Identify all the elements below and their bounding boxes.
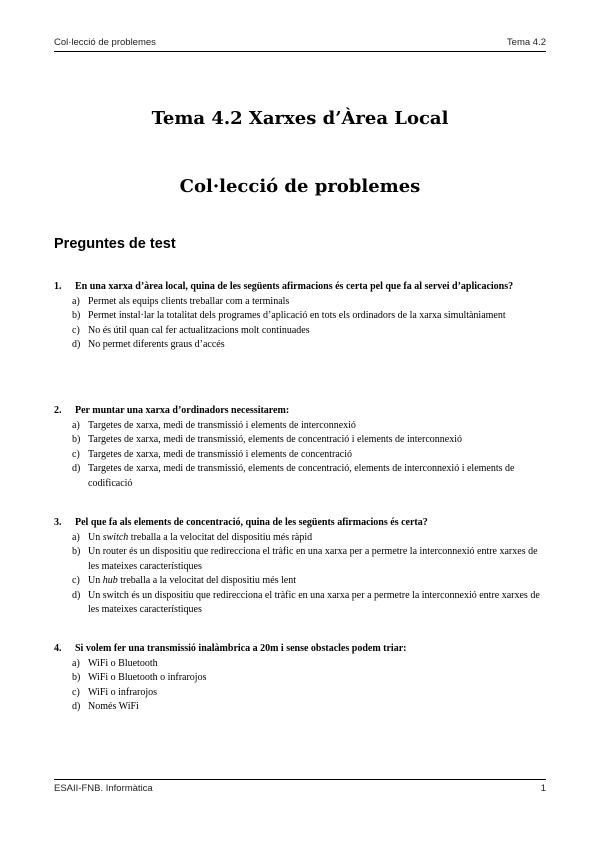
document-title: Tema 4.2 Xarxes d’Àrea Local	[151, 108, 449, 129]
answer-option	[54, 462, 546, 491]
question-stem	[54, 404, 546, 419]
header-right: Tema 4.2	[506, 37, 546, 48]
answer-option	[54, 433, 546, 448]
answer-option	[54, 448, 546, 463]
answer-option	[54, 671, 546, 686]
question-4	[54, 642, 546, 715]
option-label: b)	[72, 310, 81, 321]
answer-option	[54, 545, 546, 574]
question-number: 2.	[54, 405, 62, 416]
question-number: 3.	[54, 517, 62, 528]
question-1	[54, 280, 546, 353]
question-3	[54, 516, 546, 618]
option-text: Targetes de xarxa, medi de transmissió i elements de interconnexió	[88, 419, 356, 431]
answer-option	[54, 309, 546, 324]
option-label: b)	[72, 672, 81, 683]
option-text: WiFi o Bluetooth o infrarojos	[88, 672, 207, 683]
option-label: d)	[72, 339, 81, 350]
document-subtitle: Col·lecció de problemes	[179, 176, 421, 197]
section-heading: Preguntes de test	[54, 236, 176, 252]
footer-left: ESAII-FNB. Informàtica	[54, 783, 153, 794]
option-text: Permet instal·lar la totalitat dels programes d’aplicació en tots els ordinadors de la xarxa simultàniament	[88, 310, 506, 321]
option-label: a)	[72, 295, 80, 307]
footer-rule	[54, 779, 546, 780]
question-stem	[54, 642, 546, 657]
answer-option	[54, 657, 546, 672]
option-label: c)	[72, 575, 80, 586]
question-text: Si volem fer una transmissió inalàmbrica a 20m i sense obstacles podem triar:	[75, 643, 407, 654]
option-label: d)	[72, 701, 81, 712]
answer-option	[54, 574, 546, 589]
header-left: Col·lecció de problemes	[54, 37, 156, 48]
option-term: switch	[102, 531, 129, 543]
question-stem	[54, 280, 546, 295]
option-text-suffix: treballa a la velocitat del dispositiu més ràpid	[128, 531, 313, 543]
option-text: Targetes de xarxa, medi de transmissió i elements de concentració	[88, 448, 353, 460]
option-text: Un switch és un dispositiu que redirecciona el tràfic en una xarxa per a permetre la interconnexió entre xarxes de les mateixes característiques	[88, 589, 540, 615]
question-number: 1.	[54, 281, 62, 292]
question-stem	[54, 516, 546, 531]
option-label: c)	[72, 324, 80, 336]
question-text: En una xarxa d’àrea local, quina de les següents afirmacions és certa pel que fa al servei d’aplicacions?	[75, 281, 514, 292]
answer-option	[54, 589, 546, 618]
option-label: c)	[72, 448, 80, 460]
option-term: hub	[102, 575, 118, 586]
page-footer	[54, 783, 546, 797]
answer-option	[54, 338, 546, 353]
option-label: d)	[72, 589, 81, 601]
option-label: a)	[72, 657, 80, 669]
option-text: Només WiFi	[88, 701, 139, 712]
option-text: Un router és un dispositiu que redirecciona el tràfic en una xarxa per a permetre la interconnexió entre xarxes de les mateixes característiques	[88, 546, 538, 572]
option-label: d)	[72, 463, 81, 474]
answer-option	[54, 700, 546, 715]
option-text: WiFi o infrarojos	[88, 686, 158, 698]
answer-option	[54, 686, 546, 701]
option-text: No permet diferents graus d’accés	[88, 339, 225, 350]
option-text: No és útil quan cal fer actualitzacions molt continuades	[88, 324, 310, 336]
option-text: WiFi o Bluetooth	[88, 657, 158, 669]
option-text-prefix: Un	[88, 575, 103, 586]
option-label: b)	[72, 434, 81, 445]
question-text: Per muntar una xarxa d’ordinadors necessitarem:	[75, 405, 290, 416]
question-number: 4.	[54, 643, 62, 654]
option-text-suffix: treballa a la velocitat del dispositiu més lent	[117, 575, 297, 586]
answer-option	[54, 419, 546, 434]
option-label: a)	[72, 531, 80, 543]
option-text: Permet als equips clients treballar com a terminals	[88, 295, 290, 307]
answer-option	[54, 324, 546, 339]
option-text: Targetes de xarxa, medi de transmissió, elements de concentració i elements de interconnexió	[88, 434, 462, 445]
option-label: c)	[72, 686, 80, 698]
header-rule	[54, 51, 546, 52]
option-label: b)	[72, 546, 81, 557]
answer-option	[54, 295, 546, 310]
question-text: Pel que fa als elements de concentració, quina de les següents afirmacions és certa?	[75, 517, 428, 528]
option-text: Targetes de xarxa, medi de transmissió, elements de concentració, elements de interconnexió i elements de codificació	[88, 463, 515, 489]
question-2	[54, 404, 546, 491]
page-number: 1	[540, 783, 546, 794]
page-header	[54, 37, 546, 51]
answer-option	[54, 531, 546, 546]
option-label: a)	[72, 419, 80, 431]
option-text-prefix: Un	[88, 531, 103, 543]
